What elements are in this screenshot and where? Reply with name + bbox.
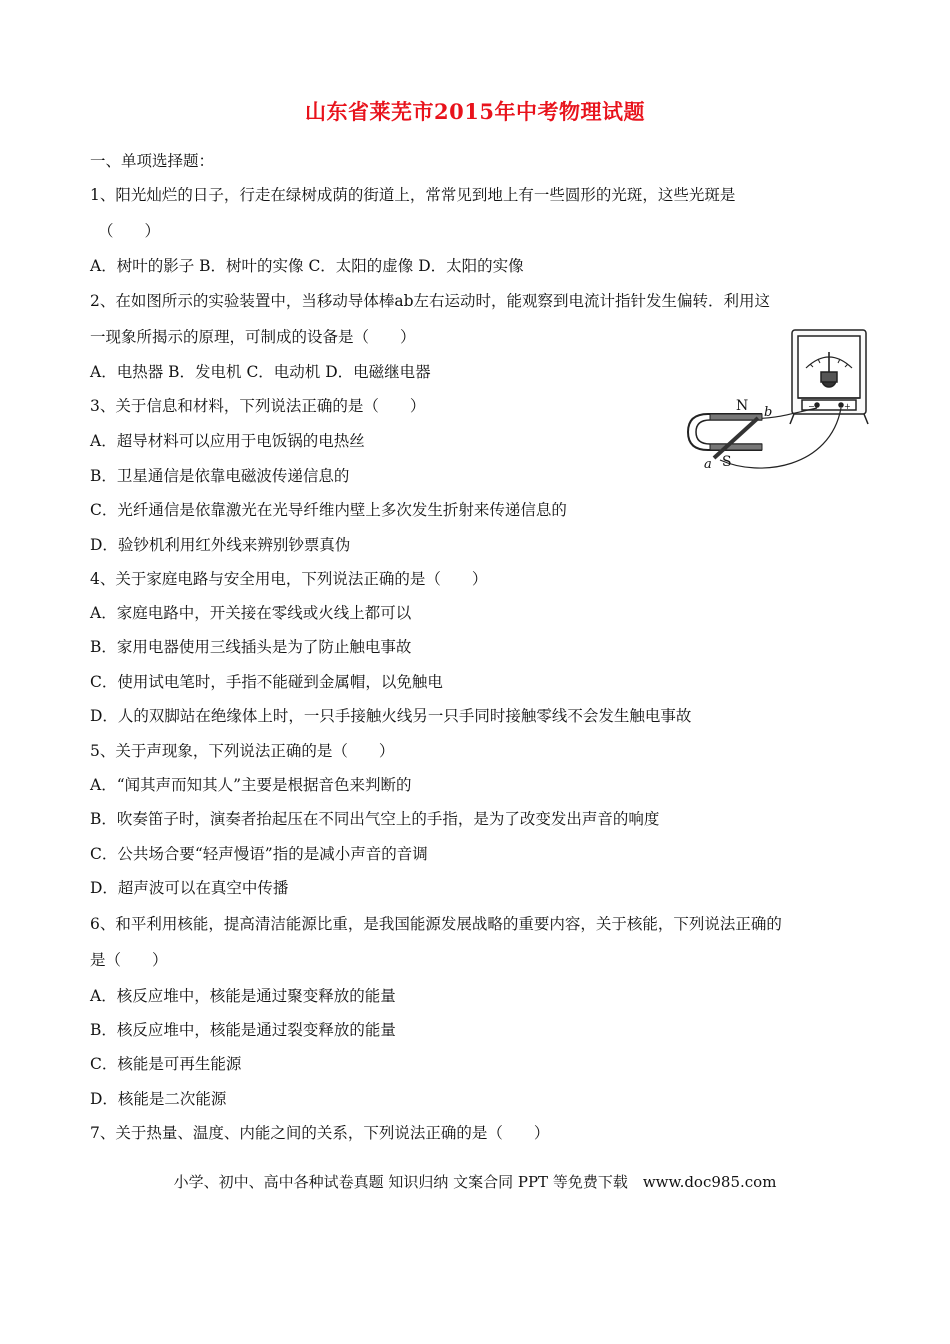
page-footer: 小学、初中、高中各种试卷真题 知识归纳 文案合同 PPT 等免费下载 www.doc985.com xyxy=(173,1173,777,1191)
question-5-text: 5、关于声现象，下列说法正确的是（ ） xyxy=(90,742,395,760)
question-6-text: 6、和平利用核能，提高清洁能源比重，是我国能源发展战略的重要内容，关于核能，下列说法正确的 xyxy=(90,915,782,933)
question-3-text: 3、关于信息和材料，下列说法正确的是（ ） xyxy=(90,397,426,415)
question-3-option-b: B．卫星通信是依靠电磁波传递信息的 xyxy=(90,467,350,485)
label-a: a xyxy=(704,457,712,472)
question-1-text: 1、阳光灿烂的日子，行走在绿树成荫的街道上，常常见到地上有一些圆形的光斑，这些光斑是 xyxy=(90,186,736,204)
question-5-option-c: C．公共场合要“轻声慢语”指的是减小声音的音调 xyxy=(90,845,428,863)
question-1-blank: （ ） xyxy=(98,222,161,240)
question-6-option-a: A．核反应堆中，核能是通过聚变释放的能量 xyxy=(90,987,396,1005)
question-4-option-c: C．使用试电笔时，手指不能碰到金属帽，以免触电 xyxy=(90,673,443,691)
label-s: S xyxy=(722,454,732,470)
question-5-option-b: B．吹奏笛子时，演奏者抬起压在不同出气空上的手指，是为了改变发出声音的响度 xyxy=(90,810,660,828)
question-3-option-d: D．验钞机利用红外线来辨别钞票真伪 xyxy=(90,536,351,554)
question-2-options: A．电热器 B．发电机 C．电动机 D．电磁继电器 xyxy=(90,363,431,381)
question-4-option-a: A．家庭电路中，开关接在零线或火线上都可以 xyxy=(90,604,412,622)
label-minus: − xyxy=(808,402,815,411)
label-n: N xyxy=(736,398,749,414)
question-1-options: A．树叶的影子 B．树叶的实像 C．太阳的虚像 D．太阳的实像 xyxy=(90,257,524,275)
question-5-option-d: D．超声波可以在真空中传播 xyxy=(90,879,289,897)
question-5-option-a: A．“闻其声而知其人”主要是根据音色来判断的 xyxy=(90,776,412,794)
question-6-text-cont: 是（ ） xyxy=(90,951,168,969)
section-heading: 一、单项选择题： xyxy=(90,152,215,170)
question-4-option-b: B．家用电器使用三线插头是为了防止触电事故 xyxy=(90,638,412,656)
question-4-option-d: D．人的双脚站在绝缘体上时，一只手接触火线另一只手同时接触零线不会发生触电事故 xyxy=(90,707,692,725)
question-6-option-b: B．核反应堆中，核能是通过裂变释放的能量 xyxy=(90,1021,396,1039)
question-6-option-d: D．核能是二次能源 xyxy=(90,1090,227,1108)
label-b: b xyxy=(764,405,773,420)
conductor-rod xyxy=(714,418,758,458)
experiment-figure xyxy=(680,328,870,490)
question-3-option-a: A．超导材料可以应用于电饭锅的电热丝 xyxy=(90,432,365,450)
question-4-text: 4、关于家庭电路与安全用电，下列说法正确的是（ ） xyxy=(90,570,488,588)
question-2-text-cont: 一现象所揭示的原理，可制成的设备是（ ） xyxy=(90,328,416,346)
question-6-option-c: C．核能是可再生能源 xyxy=(90,1055,242,1073)
question-3-option-c: C．光纤通信是依靠激光在光导纤维内壁上多次发生折射来传递信息的 xyxy=(90,501,567,519)
label-plus: + xyxy=(844,402,851,411)
question-2-text: 2、在如图所示的实验装置中，当移动导体棒ab左右运动时，能观察到电流计指针发生偏转．利用这 xyxy=(90,292,771,310)
page-title: 山东省莱芜市2015年中考物理试题 xyxy=(305,99,645,124)
question-7-text: 7、关于热量、温度、内能之间的关系，下列说法正确的是（ ） xyxy=(90,1124,550,1142)
